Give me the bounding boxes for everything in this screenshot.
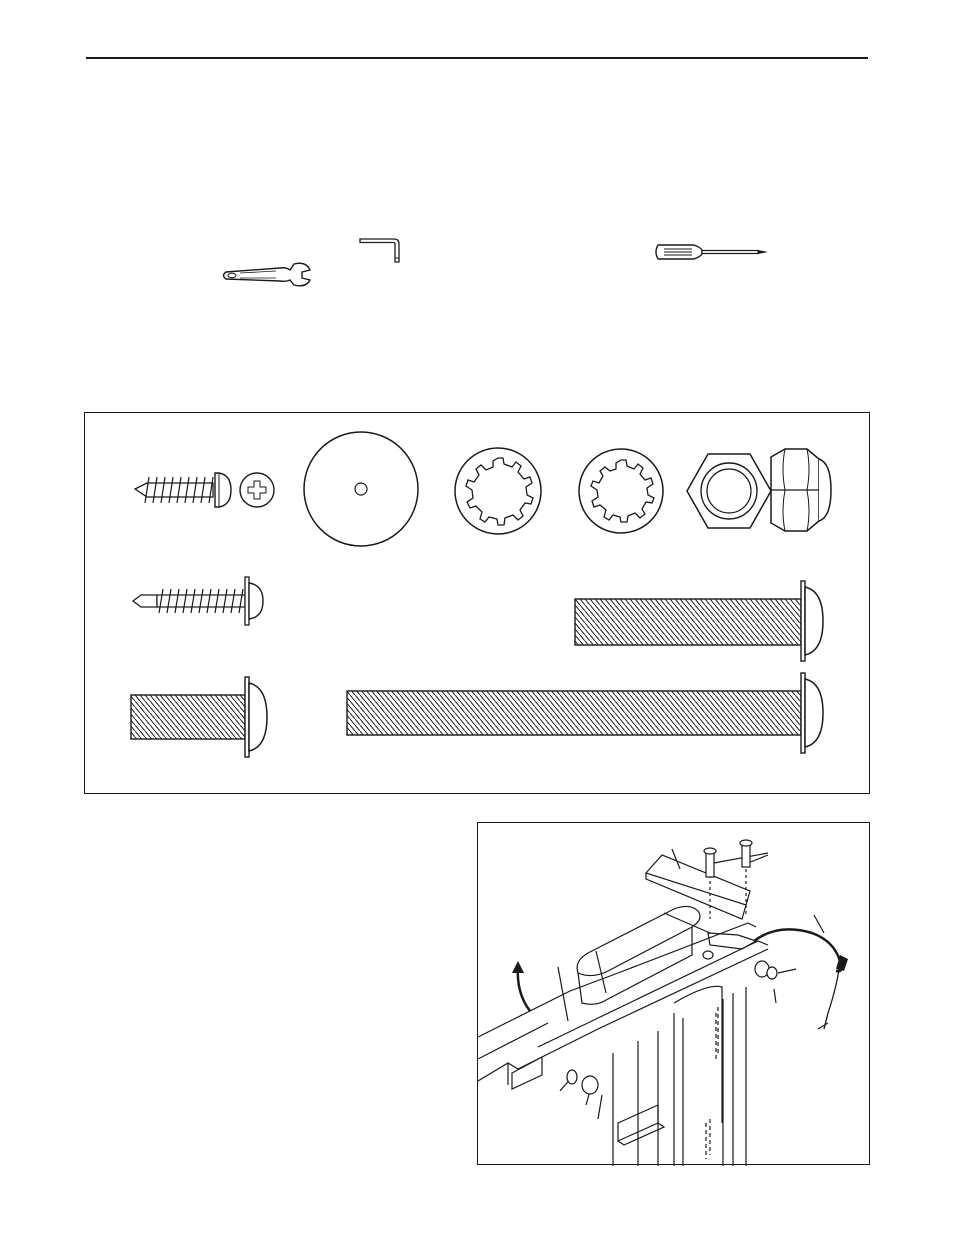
star-washer-small-icon xyxy=(579,449,663,533)
parts-card-drawing xyxy=(85,413,871,795)
assembly-diagram xyxy=(477,822,870,1165)
flat-washer-icon xyxy=(304,432,418,546)
self-drilling-screw-icon xyxy=(133,577,263,625)
button-bolt-long-icon xyxy=(347,673,823,753)
parts-card xyxy=(84,412,870,794)
rotate-arrowhead-icon xyxy=(512,961,524,973)
star-washer-large-icon xyxy=(455,448,541,534)
tapping-screw-icon xyxy=(135,473,274,507)
assembly-diagram-drawing xyxy=(478,823,871,1166)
button-bolt-short-icon xyxy=(131,677,267,757)
nylon-locknut-icon xyxy=(771,449,831,531)
button-bolt-medium-icon xyxy=(575,581,823,661)
wrench-icon xyxy=(220,262,312,288)
nut-icon xyxy=(687,454,771,528)
top-rule xyxy=(86,57,868,59)
allen-key-icon xyxy=(358,236,404,264)
screwdriver-icon xyxy=(654,241,772,263)
